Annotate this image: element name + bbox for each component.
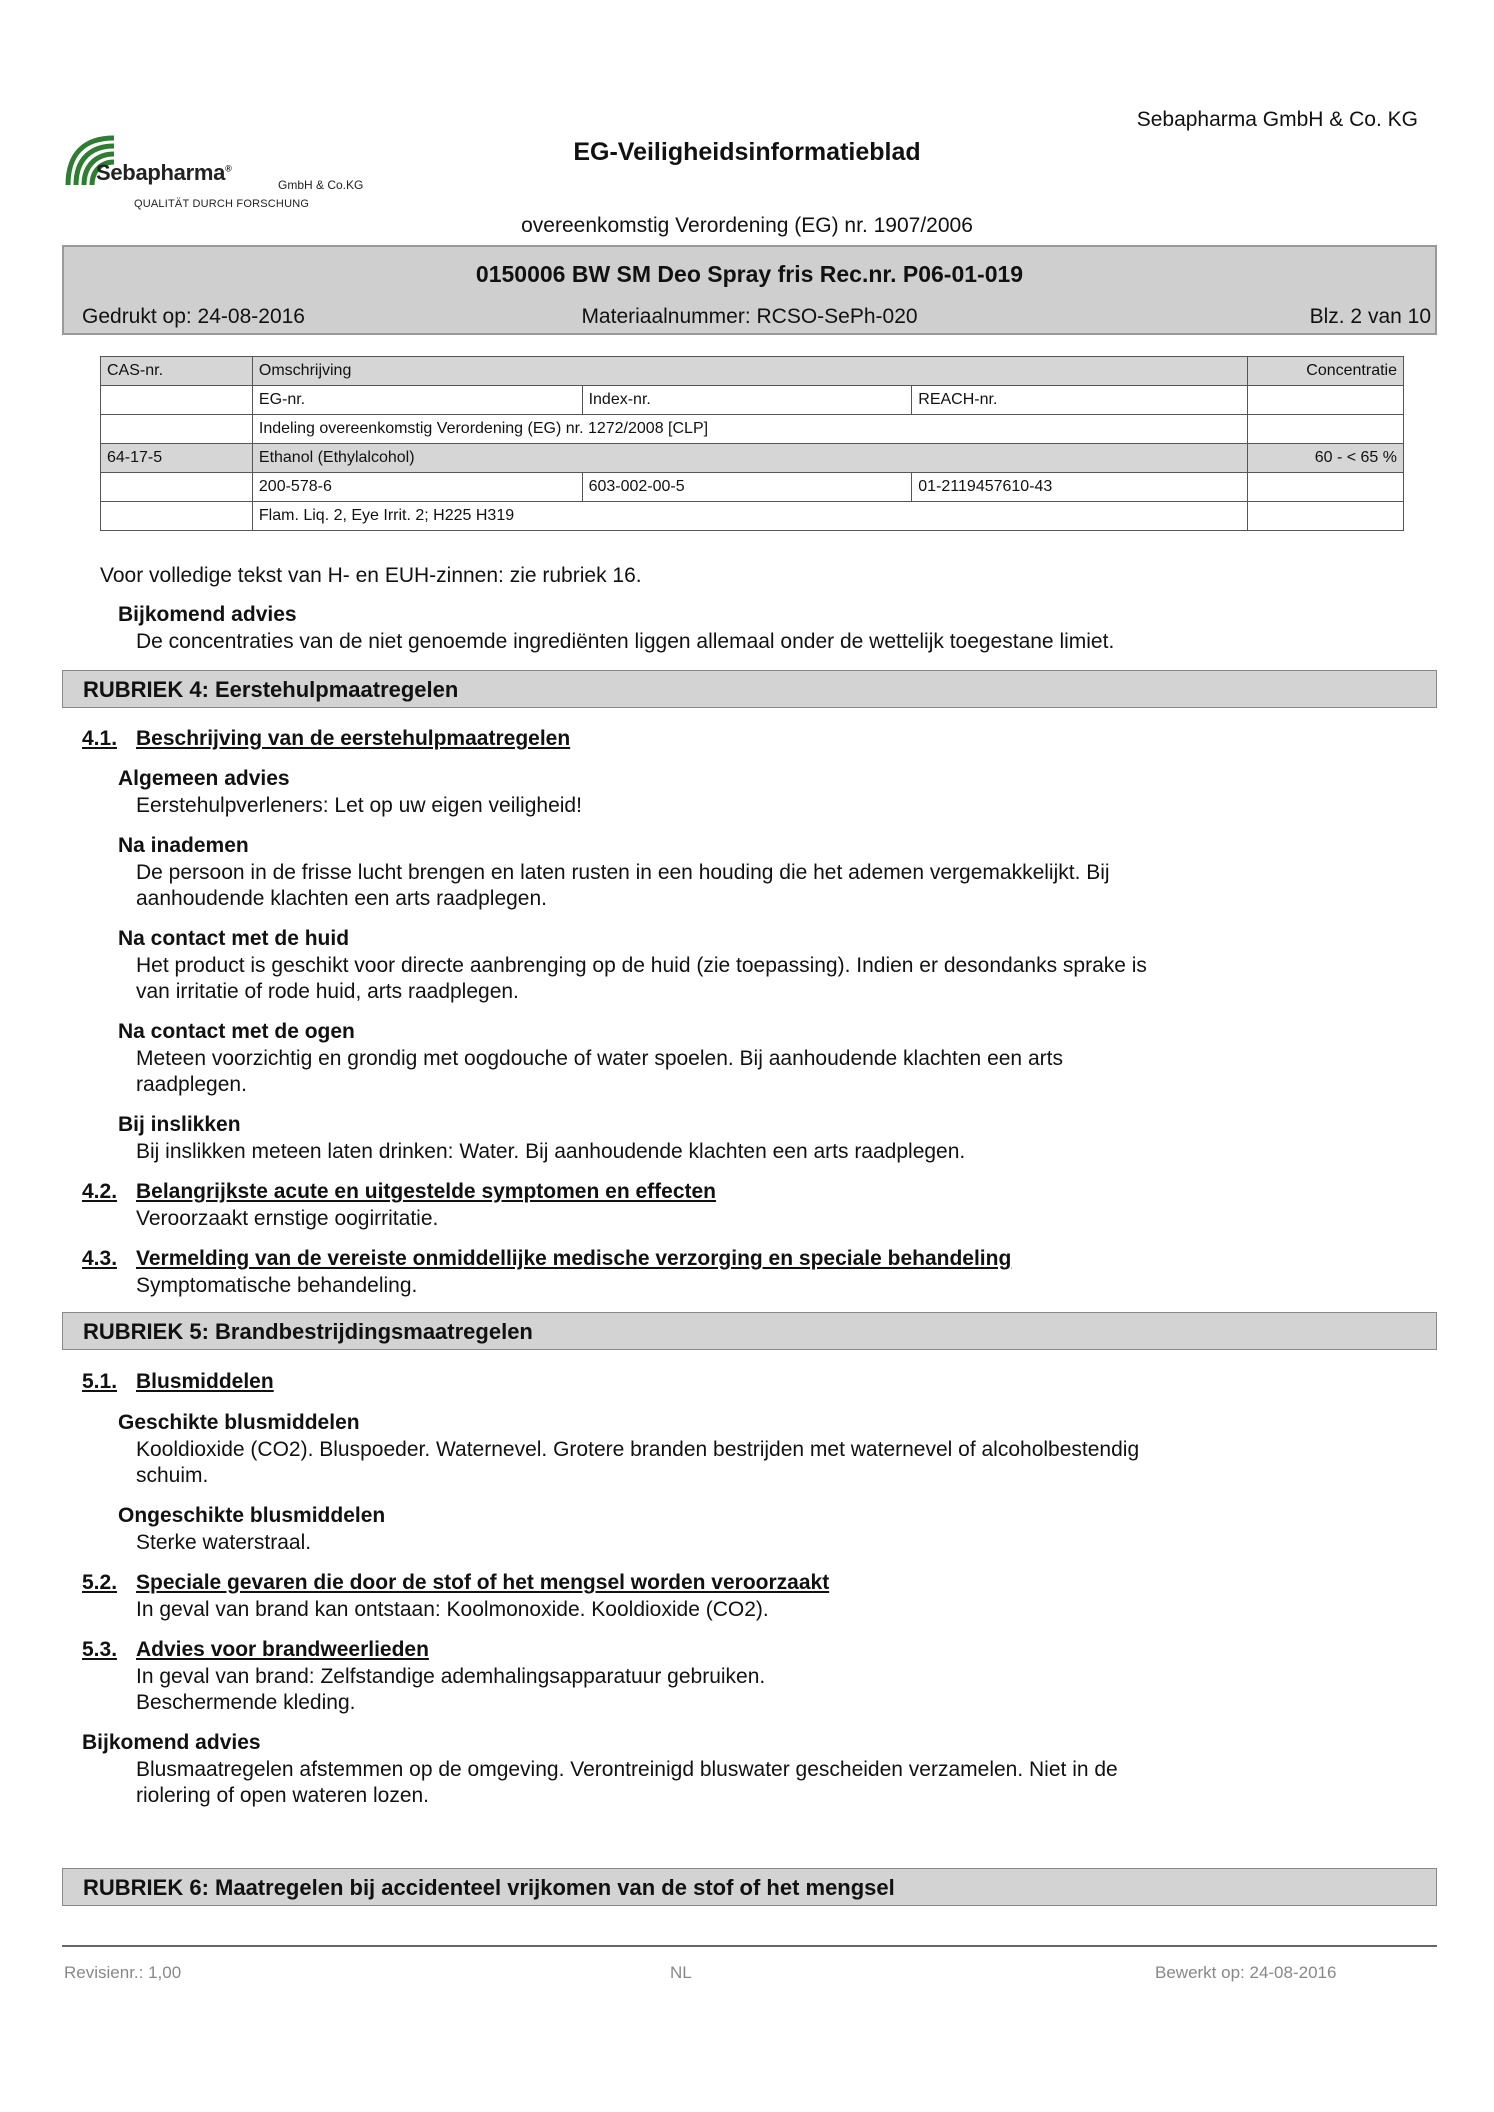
additional-advice-heading: Bijkomend advies (118, 603, 297, 626)
section-5-1-number: 5.1. (82, 1370, 118, 1393)
header-concentration: Concentratie (1248, 357, 1404, 386)
skin-contact-heading: Na contact met de huid (118, 927, 350, 950)
section-4-2-text: Veroorzaakt ernstige oogirritatie. (136, 1207, 439, 1230)
substance-name: Ethanol (Ethylalcohol) (252, 444, 1247, 473)
document-title: EG-Veiligheidsinformatieblad (573, 138, 921, 166)
section-5-2-number: 5.2. (82, 1571, 118, 1594)
section-5-1-title: Blusmiddelen (136, 1370, 274, 1393)
table-header-row (101, 386, 1404, 415)
logo-name: Sebapharma® (96, 160, 232, 185)
logo-gmbh: GmbH & Co.KG (278, 178, 364, 192)
skin-contact-text-2: van irritatie of rode huid, arts raadplegen. (136, 980, 519, 1003)
additional-advice-5-text-2: riolering of open wateren lozen. (136, 1784, 430, 1807)
eg-value: 200-578-6 (252, 473, 582, 502)
ingestion-heading: Bij inslikken (118, 1113, 241, 1136)
section-4-header: RUBRIEK 4: Eerstehulpmaatregelen (62, 670, 1437, 708)
header-description: Omschrijving (252, 357, 1247, 386)
eye-contact-text-1: Meteen voorzichtig en grondig met oogdouche of water spoelen. Bij aanhoudende klachten een arts (136, 1047, 1063, 1070)
classification-value: Flam. Liq. 2, Eye Irrit. 2; H225 H319 (252, 502, 1247, 531)
section-4-3-text: Symptomatische behandeling. (136, 1274, 418, 1297)
unsuitable-media-heading: Ongeschikte blusmiddelen (118, 1504, 386, 1527)
table-row (101, 502, 1404, 531)
unsuitable-media-text: Sterke waterstraal. (136, 1531, 312, 1554)
footer-language: NL (670, 1963, 692, 1982)
footer-edited-date: Bewerkt op: 24-08-2016 (1155, 1963, 1337, 1982)
composition-table (100, 356, 1404, 531)
footer-revision: Revisienr.: 1,00 (64, 1963, 182, 1982)
suitable-media-text-1: Kooldioxide (CO2). Bluspoeder. Waternevel. Grotere branden bestrijden met waternevel of alcoholbestendig (136, 1438, 1140, 1461)
section-4-1-number: 4.1. (82, 727, 118, 750)
inhalation-heading: Na inademen (118, 834, 249, 857)
footer-divider (62, 1945, 1437, 1947)
section-4-3-number: 4.3. (82, 1247, 118, 1270)
h-phrases-note: Voor volledige tekst van H- en EUH-zinnen: zie rubriek 16. (100, 564, 642, 587)
header-index: Index-nr. (582, 386, 912, 415)
header-reach: REACH-nr. (912, 386, 1248, 415)
eye-contact-text-2: raadplegen. (136, 1073, 247, 1096)
table-row (101, 444, 1404, 473)
section-6-header: RUBRIEK 6: Maatregelen bij accidenteel vrijkomen van de stof of het mengsel (62, 1868, 1437, 1906)
section-5-2-title: Speciale gevaren die door de stof of het mengsel worden veroorzaakt (136, 1571, 830, 1594)
section-5-3-text-1: In geval van brand: Zelfstandige ademhalingsapparatuur gebruiken. (136, 1665, 766, 1688)
table-header-row (101, 415, 1404, 444)
eye-contact-heading: Na contact met de ogen (118, 1020, 355, 1043)
section-5-3-title: Advies voor brandweerlieden (136, 1638, 429, 1661)
additional-advice-5-text-1: Blusmaatregelen afstemmen op de omgeving. Verontreinigd bluswater gescheiden verzamelen. Niet in de (136, 1758, 1118, 1781)
section-4-2-number: 4.2. (82, 1180, 118, 1203)
page-number: Blz. 2 van 10 (1309, 305, 1431, 328)
additional-advice-text: De concentraties van de niet genoemde ingrediënten liggen allemaal onder de wettelijk toegestane limiet. (136, 630, 1115, 653)
concentration-value: 60 - < 65 % (1248, 444, 1404, 473)
printed-date: Gedrukt op: 24-08-2016 (82, 305, 305, 328)
header-clp: Indeling overeenkomstig Verordening (EG) nr. 1272/2008 [CLP] (252, 415, 1247, 444)
additional-advice-5-heading: Bijkomend advies (82, 1731, 261, 1754)
header-cas: CAS-nr. (101, 357, 253, 386)
suitable-media-heading: Geschikte blusmiddelen (118, 1411, 360, 1434)
product-info-bar (62, 245, 1437, 335)
section-5-3-number: 5.3. (82, 1638, 118, 1661)
section-5-2-text: In geval van brand kan ontstaan: Koolmonoxide. Kooldioxide (CO2). (136, 1598, 769, 1621)
company-name: Sebapharma GmbH & Co. KG (1136, 108, 1418, 131)
section-4-1-title: Beschrijving van de eerstehulpmaatregelen (136, 727, 571, 750)
cas-value: 64-17-5 (101, 444, 253, 473)
section-5-header: RUBRIEK 5: Brandbestrijdingsmaatregelen (62, 1312, 1437, 1350)
section-4-2-title: Belangrijkste acute en uitgestelde symptomen en effecten (136, 1180, 717, 1203)
document-subtitle: overeenkomstig Verordening (EG) nr. 1907/2006 (521, 214, 973, 237)
header-eg: EG-nr. (252, 386, 582, 415)
reach-value: 01-2119457610-43 (912, 473, 1248, 502)
product-name: 0150006 BW SM Deo Spray fris Rec.nr. P06-01-019 (475, 261, 1024, 287)
general-advice-heading: Algemeen advies (118, 767, 290, 790)
skin-contact-text-1: Het product is geschikt voor directe aanbrenging op de huid (zie toepassing). Indien er desondanks sprake is (136, 954, 1147, 977)
table-header-row (101, 357, 1404, 386)
inhalation-text-1: De persoon in de frisse lucht brengen en laten rusten in een houding die het ademen vergemakkelijkt. Bij (136, 861, 1110, 884)
logo-tagline: QUALITÄT DURCH FORSCHUNG (134, 198, 310, 210)
section-4-3-title: Vermelding van de vereiste onmiddellijke medische verzorging en speciale behandeling (136, 1247, 1012, 1270)
general-advice-text: Eerstehulpverleners: Let op uw eigen veiligheid! (136, 794, 582, 817)
section-5-3-text-2: Beschermende kleding. (136, 1691, 356, 1714)
ingestion-text: Bij inslikken meteen laten drinken: Water. Bij aanhoudende klachten een arts raadplegen. (136, 1140, 966, 1163)
index-value: 603-002-00-5 (582, 473, 912, 502)
suitable-media-text-2: schuim. (136, 1464, 209, 1487)
material-number: Materiaalnummer: RCSO-SePh-020 (581, 305, 918, 328)
inhalation-text-2: aanhoudende klachten een arts raadplegen. (136, 887, 547, 910)
table-row (101, 473, 1404, 502)
